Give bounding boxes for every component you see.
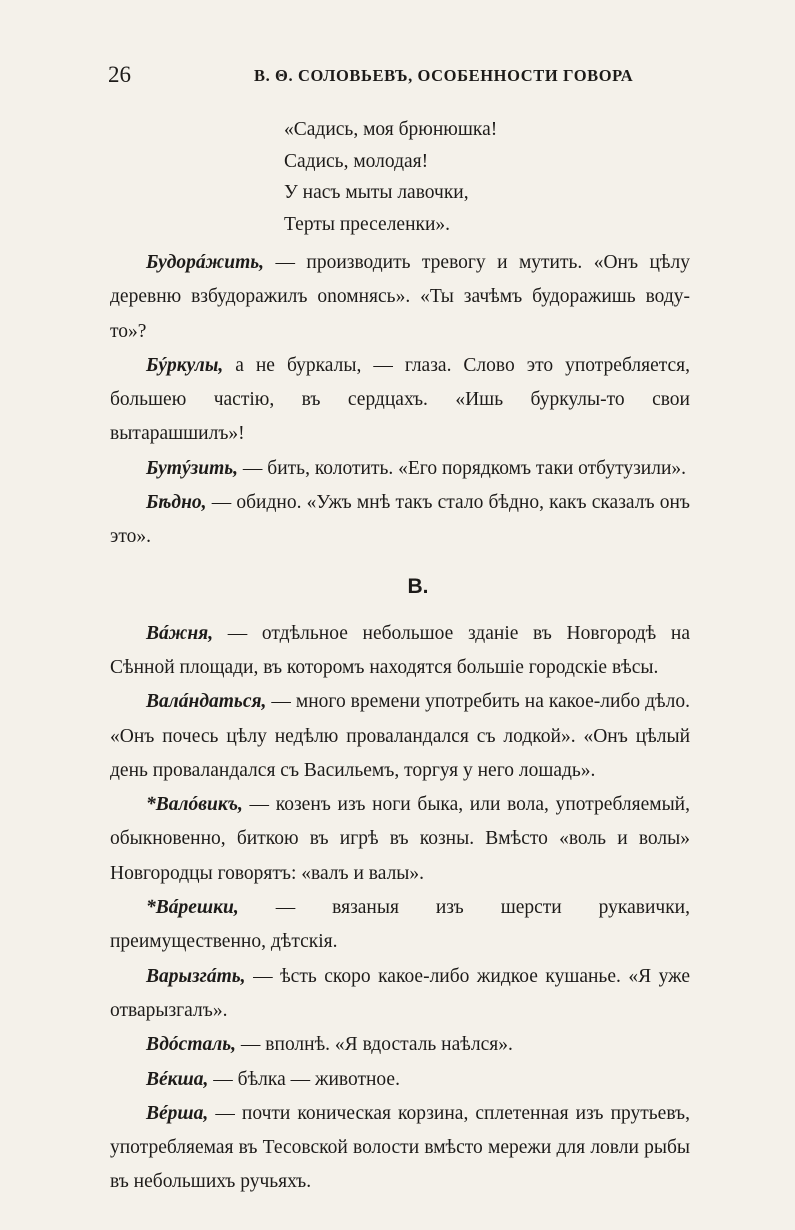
dictionary-entry xyxy=(110,1097,690,1200)
dictionary-entry xyxy=(110,891,690,960)
dictionary-entry xyxy=(110,1028,690,1062)
entry-headword: Бýркулы, xyxy=(146,354,224,376)
section-letter: В. xyxy=(407,574,429,598)
verse-line: «Садись, моя брюнюшка! xyxy=(284,119,498,140)
entry-headword: Вáжня, xyxy=(146,622,214,644)
entry-definition: — козенъ изъ ноги быка, или вола, употребляемый, обыкновенно, биткою въ игрѣ въ козны. Вмѣсто «воль и волы» Новгородцы говорятъ: «валъ и валы». xyxy=(110,794,690,884)
dictionary-body xyxy=(110,246,690,1200)
entry-definition: — ѣсть скоро какое-либо жидкое кушанье. «Я уже отварызгалъ». xyxy=(110,965,690,1021)
dictionary-entry xyxy=(110,349,690,452)
entry-headword: Бѣдно, xyxy=(146,492,207,514)
entry-definition: — отдѣльное небольшое зданіе въ Новгородѣ на Сѣнной площади, въ которомъ находятся большіе городскіе вѣсы. xyxy=(110,622,690,678)
entry-headword: *Вáрешки, xyxy=(146,897,239,919)
page-header xyxy=(108,62,688,92)
entry-definition: — вязаныя изъ шерсти рукавички, преимущественно, дѣтскія. xyxy=(110,897,690,953)
dictionary-entry xyxy=(110,452,690,486)
verse-line: Садись, молодая! xyxy=(284,150,429,172)
entry-definition: — обидно. «Ужъ мнѣ такъ стало бѣдно, какъ сказалъ онъ это». xyxy=(110,492,690,548)
dictionary-entry xyxy=(110,1063,690,1097)
verse-quote xyxy=(284,114,497,240)
entry-headword: Вéкша, xyxy=(146,1068,209,1090)
entry-headword: Бутýзить, xyxy=(146,457,239,479)
entry-headword: *Валóвикъ, xyxy=(146,794,243,816)
dictionary-entry xyxy=(110,486,690,555)
dictionary-entry xyxy=(110,617,690,686)
entry-definition: а не буркалы, — глаза. Слово это употребляется, большею частію, въ сердцахъ. «Ишь буркулы-то свои вытарашшилъ»! xyxy=(110,354,690,445)
entry-headword: Варызгáть, xyxy=(146,965,246,987)
entry-definition: — почти коническая корзина, сплетенная изъ прутьевъ, употребляемая въ Тесовской волости вмѣсто мережи для ловли рыбы въ небольшихъ ручьяхъ. xyxy=(110,1102,690,1193)
entry-headword: Будорáжить, xyxy=(146,252,265,273)
verse-line: У насъ мыты лавочки, xyxy=(284,182,469,203)
verse-line: Терты преселенки». xyxy=(284,213,451,235)
dictionary-entry xyxy=(110,685,690,788)
entry-headword: Вéрша, xyxy=(146,1102,209,1124)
dictionary-entry xyxy=(110,246,690,349)
running-head: В. Θ. СОЛОВЬЕВЪ, ОСОБЕННОСТИ ГОВОРА xyxy=(254,66,634,85)
entry-definition: — бѣлка — животное. xyxy=(208,1068,400,1090)
entry-definition: — много времени употребить на какое-либо дѣло. «Онъ почесь цѣлу недѣлю проваландался съ лодкой». «Онъ цѣлый день проваландался съ Васильемъ, торгуя у него лошадь». xyxy=(110,691,690,781)
entry-headword: Вдóсталь, xyxy=(146,1034,237,1056)
dictionary-entry xyxy=(110,960,690,1029)
entry-definition: — бить, колотить. «Его порядкомъ таки отбутузили». xyxy=(238,457,687,479)
dictionary-entry xyxy=(110,788,690,891)
page-number: 26 xyxy=(108,62,131,87)
entry-definition: — вполнѣ. «Я вдосталь наѣлся». xyxy=(236,1034,513,1056)
entry-headword: Валáндаться, xyxy=(146,691,267,713)
entry-definition: — производить тревогу и мутить. «Онъ цѣлу деревню взбудоражилъ onомнясь». «Ты зачѣмъ будоражишь воду-то»? xyxy=(110,252,690,342)
